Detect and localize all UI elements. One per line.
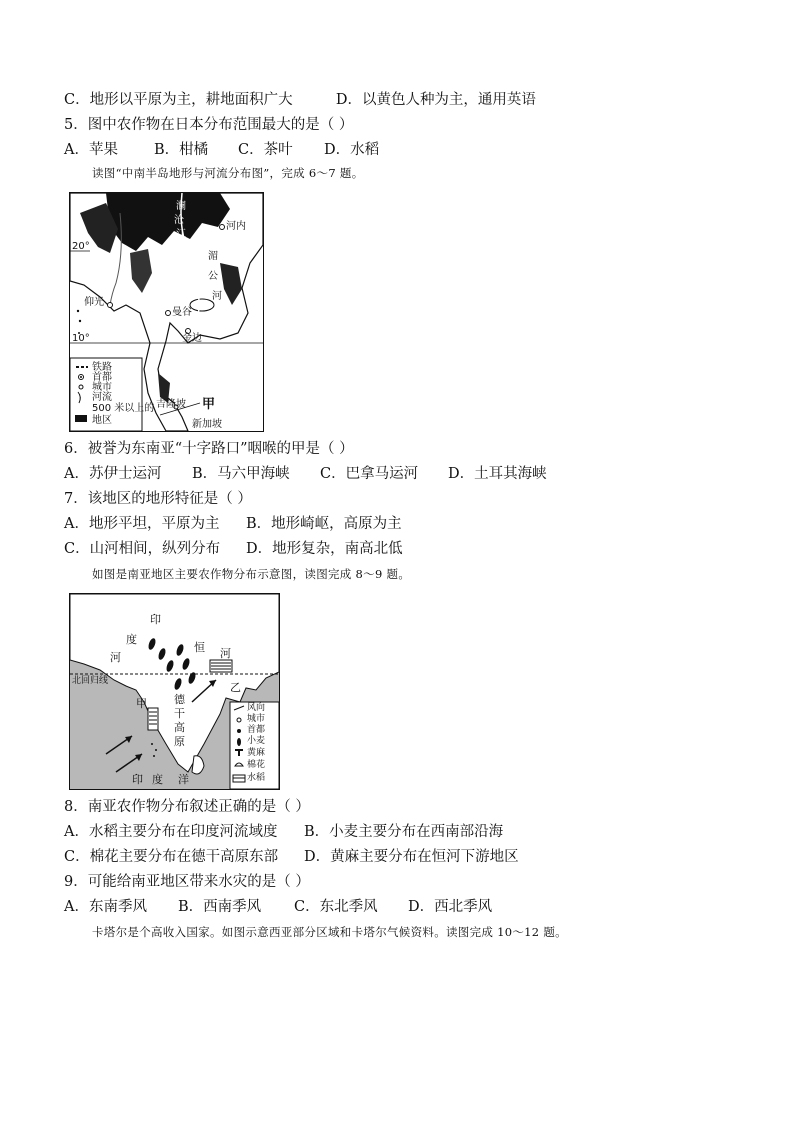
legend-capital: 首都 [92,372,112,383]
legend-rice: 水稻 [247,773,266,783]
legend-railway: 铁路 [92,362,112,373]
q4-option-d: D．以黄色人种为主，通用英语 [335,92,536,108]
q5-option-c: C．茶叶 [238,142,293,158]
q8-option-a: A．水稻主要分布在印度河流域度 [64,824,278,840]
label-gao: 高 [174,721,185,734]
label-tropic: 北回归线 [72,676,109,686]
q4-options-row [64,91,536,109]
legend-wind: 风向 [247,703,266,713]
label-jia-strait: 甲 [202,397,216,412]
label-lancang-3: 江 [176,229,186,240]
label-lat-20: 20° [72,241,90,252]
q7-option-a: A．地形平坦，平原为主 [64,516,220,532]
legend-cotton: 棉花 [247,760,266,770]
label-lat-10: 10° [72,333,90,344]
label-mekong-2: 公 [208,271,218,282]
legend-jute: 黄麻 [247,748,266,758]
label-he: 河 [110,651,121,664]
legend-river: 河流 [92,392,112,403]
label-yangon: 仰光 [84,297,104,308]
label-gan: 干 [174,707,185,720]
q9-options [64,898,492,916]
legend-capital: 首都 [247,725,266,735]
q6-option-c: C．巴拿马运河 [320,466,419,482]
q5-stem: 5．图中农作物在日本分布范围最大的是（ ） [64,117,354,133]
q9-option-b: B．西南季风 [178,899,262,915]
label-hanoi: 河内 [226,221,246,232]
label-yuan: 原 [174,735,185,748]
q7-stem: 7．该地区的地形特征是（ ） [64,491,252,507]
q7-option-d: D．地形复杂，南高北低 [246,541,403,557]
label-yin: 印 [150,613,161,626]
q9-option-c: C．东北季风 [294,899,378,915]
q8-stem: 8．南亚农作物分布叙述正确的是（ ） [64,799,310,815]
q6-stem: 6．被誉为东南亚“十字路口”咽喉的甲是（ ） [64,441,354,457]
label-heng: 恒 [194,641,205,654]
q6-option-b: B．马六甲海峡 [192,466,290,482]
q7-option-b: B．地形崎岖，高原为主 [246,516,402,532]
q6-option-d: D．土耳其海峡 [448,466,547,482]
q9-option-d: D．西北季风 [408,899,493,915]
legend-wheat: 小麦 [247,736,266,746]
q4-option-c: C．地形以平原为主，耕地面积广大 [64,92,293,108]
q7-options-row1 [64,515,402,533]
label-lancang-2: 沧 [174,215,184,226]
label-yi: 乙 [230,681,241,694]
legend-500m-2: 地区 [92,415,112,426]
label-ocean-1: 印 [132,773,143,786]
intro-10-12: 卡塔尔是个高收入国家。如图示意西亚部分区域和卡塔尔气候资料。读图完成 10～12 题。 [92,925,567,939]
q9-stem: 9．可能给南亚地区带来水灾的是（ ） [64,874,310,890]
q7-options-row2 [64,540,403,558]
label-singapore: 新加坡 [192,419,222,430]
indochina-map [69,192,264,432]
q9-option-a: A．东南季风 [64,899,147,915]
label-ocean-2: 度 [152,773,163,786]
label-mekong-3: 河 [212,291,222,302]
q8-option-d: D．黄麻主要分布在恒河下游地区 [304,849,519,865]
legend-city: 城市 [92,382,112,393]
q6-options [64,465,547,483]
q5-options [64,141,379,159]
q5-option-d: D．水稻 [324,142,380,158]
south-asia-map [69,593,280,790]
intro-6-7: 读图“中南半岛地形与河流分布图”，完成 6～7 题。 [92,166,364,180]
legend-500m-1: 500 米以上的 [92,403,155,414]
q8-option-c: C．棉花主要分布在德干高原东部 [64,849,279,865]
q8-option-b: B．小麦主要分布在西南部沿海 [304,824,504,840]
label-ocean-3: 洋 [178,773,189,786]
q5-option-b: B．柑橘 [154,142,209,158]
q8-options-row2 [64,848,519,866]
label-jianbian: 金边 [182,333,202,344]
legend-city: 城市 [247,714,266,724]
label-jilongpo: 吉隆坡 [156,399,186,410]
label-du: 度 [126,633,137,646]
q8-options-row1 [64,823,503,841]
intro-8-9: 如图是南亚地区主要农作物分布示意图，读图完成 8～9 题。 [92,567,411,581]
label-mekong-1: 湄 [208,251,218,262]
label-mantu: 曼谷 [172,307,192,318]
q5-option-a: A．苹果 [64,142,118,158]
label-jia: 甲 [136,697,147,710]
label-lancang-1: 澜 [176,201,186,212]
label-de: 德 [174,693,185,706]
label-he-2: 河 [220,647,231,660]
q7-option-c: C．山河相间，纵列分布 [64,541,221,557]
q6-option-a: A．苏伊士运河 [64,466,162,482]
